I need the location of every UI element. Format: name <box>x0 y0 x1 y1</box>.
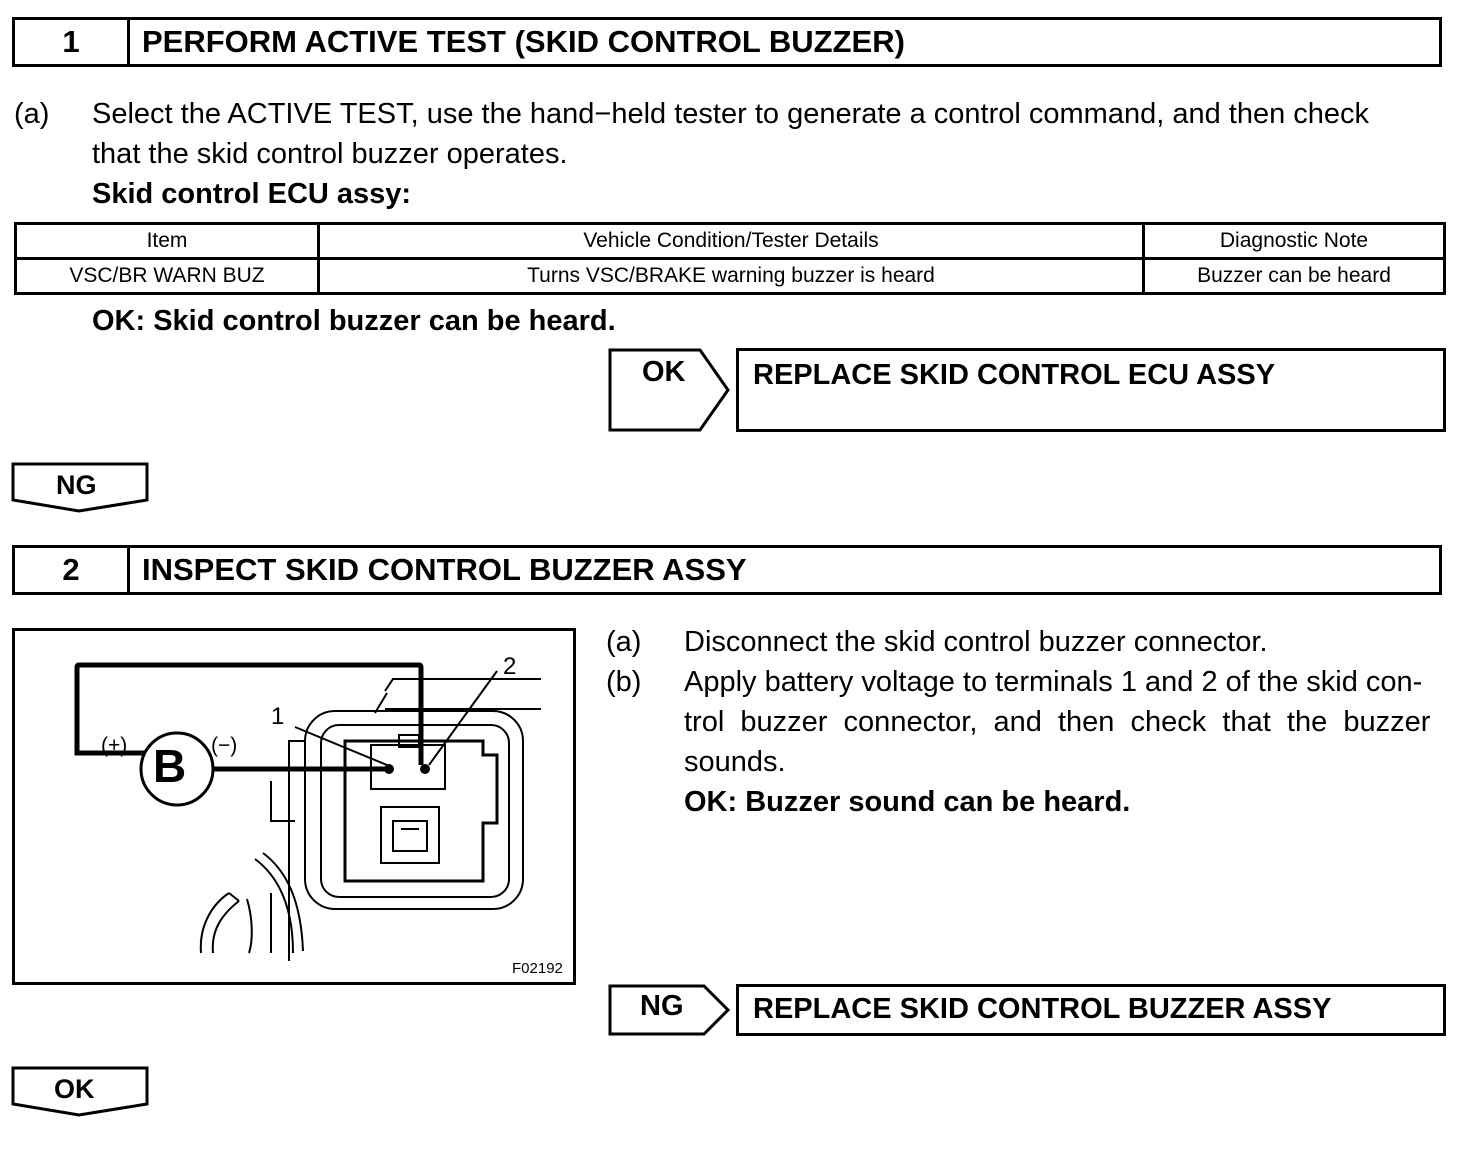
table-row <box>16 259 1445 294</box>
ng-down-arrow-label: NG <box>56 470 97 500</box>
step-2-item-b-line-1: Apply battery voltage to terminals 1 and 2 of the skid con- <box>684 666 1423 698</box>
table-header-cell: Item <box>16 224 319 259</box>
connector-figure <box>12 628 576 985</box>
table-cell: Turns VSC/BRAKE warning buzzer is heard <box>319 259 1144 294</box>
ok-down-arrow-label: OK <box>54 1074 95 1104</box>
terminal-1-label: 1 <box>271 703 285 730</box>
figure-code: F02192 <box>512 960 563 977</box>
table-header-cell: Diagnostic Note <box>1144 224 1445 259</box>
step-2-item-b-marker: (b) <box>606 666 642 698</box>
ng-arrow-label: NG <box>640 990 684 1022</box>
step-2-item-a-text: Disconnect the skid control buzzer connector. <box>684 626 1268 658</box>
table-header-row <box>16 224 1445 259</box>
minus-terminal-label: (−) <box>211 734 238 757</box>
battery-symbol: B <box>153 740 187 792</box>
step-2-item-a-marker: (a) <box>606 626 642 658</box>
step-1-item-a-marker: (a) <box>14 98 50 130</box>
step-2-title: INSPECT SKID CONTROL BUZZER ASSY <box>142 552 747 587</box>
step-1-number: 1 <box>15 20 130 64</box>
connector-diagram <box>15 631 573 982</box>
step-2-header <box>12 545 1442 595</box>
spec-table <box>14 222 1446 295</box>
table-cell: VSC/BR WARN BUZ <box>16 259 319 294</box>
step-1-title: PERFORM ACTIVE TEST (SKID CONTROL BUZZER) <box>142 24 905 59</box>
table-header-cell: Vehicle Condition/Tester Details <box>319 224 1144 259</box>
replace-ecu-result: REPLACE SKID CONTROL ECU ASSY <box>736 348 1446 432</box>
terminal-2-label: 2 <box>503 653 517 680</box>
table-cell: Buzzer can be heard <box>1144 259 1445 294</box>
step-2-ok-criteria: OK: Buzzer sound can be heard. <box>684 786 1131 818</box>
step-1-subheading: Skid control ECU assy: <box>92 178 412 210</box>
plus-terminal-label: (+) <box>101 734 128 757</box>
step-1-item-a-line-2: that the skid control buzzer operates. <box>92 138 568 170</box>
step-2-item-b-line-3: sounds. <box>684 746 786 778</box>
step-1-ok-criteria: OK: Skid control buzzer can be heard. <box>92 305 616 337</box>
step-1-item-a-line-1: Select the ACTIVE TEST, use the hand−held tester to generate a control command, and then check <box>92 98 1370 130</box>
step-1-header <box>12 17 1442 67</box>
step-2-number: 2 <box>15 548 130 592</box>
replace-buzzer-result: REPLACE SKID CONTROL BUZZER ASSY <box>736 984 1446 1036</box>
ok-arrow-label: OK <box>642 356 686 388</box>
step-2-item-b-line-2: trol buzzer connector, and then check that the buzzer <box>684 706 1431 738</box>
